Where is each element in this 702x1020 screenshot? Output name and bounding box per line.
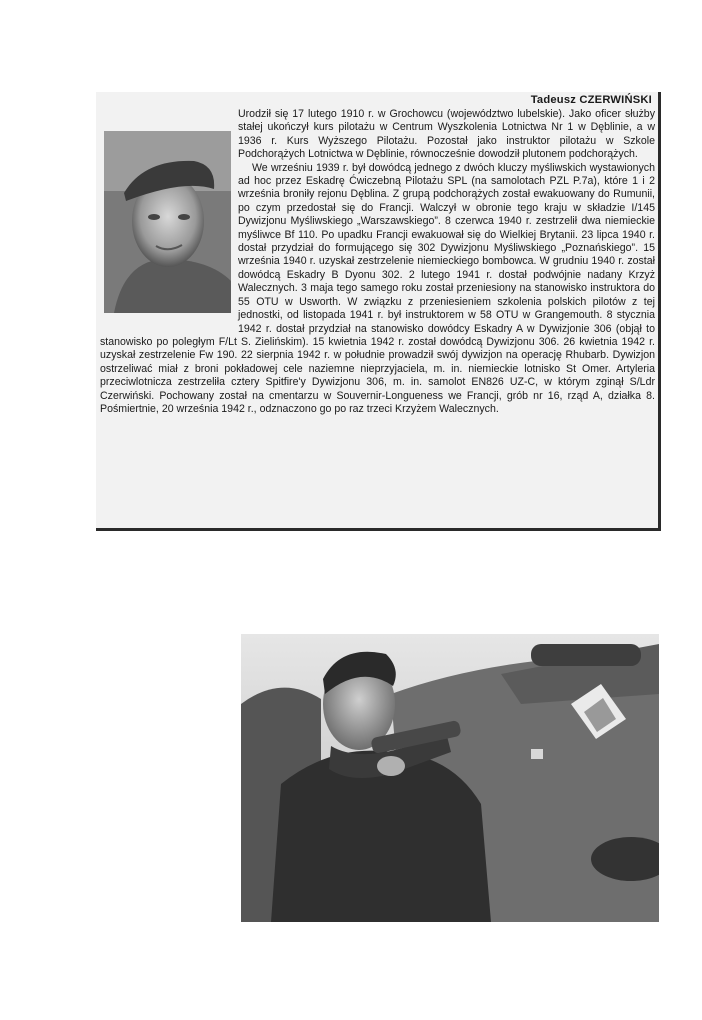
pilot-with-aircraft-photo [241,634,659,922]
bio-text [100,108,655,416]
bio-name-heading: Tadeusz CZERWIŃSKI [530,94,652,106]
bio-paragraph-2: We wrześniu 1939 r. był dowódcą jednego z dwóch kluczy myśliwskich wystawionych ad hoc przez Eskadrę Ćwiczebną Pilotażu SPL (na samolotach PZL P.7a), które 1 i 2 września broniły rejonu Dęblina. Z grupą podchorążych został ewakuowany do Rumunii, po czym przedostał się do Francji. Walczył w obronie tego kraju w składzie I/145 Dywizjonu Myśliwskiego „Warszawskiego”. 8 czerwca 1940 r. zestrzelił dwa niemieckie myśliwce Bf 110. Po upadku Francji ewakuował się do Wielkiej Brytanii. 23 lipca 1940 r. dostał przydział do formującego się 302 Dywizjonu Myśliwskiego „Poznańskiego”. 15 września 1940 r. uzyskał zestrzelenie niemieckiego bombowca. W grudniu 1940 r. został dowódcą Eskadry B Dyonu 302. 2 lutego 1941 r. dostał podwójnie nadany Krzyż Walecznych. 3 maja tego samego roku został przeniesiony na stanowisko instruktora do 55 OTU w Usworth. W związku z przeniesieniem szkolenia polskich pilotów z tej jednostki, od listopada 1941 r. był instruktorem w 58 OTU w Grangemouth. 8 stycznia 1942 r. dostał przydział na stanowisko dowódcy Eskadry A w Dywizjonie 306 (objął to stanowisko po poległym F/Lt S. Zielińskim). 15 kwietnia 1942 r. został dowódcą Dywizjonu 306. 26 kwietnia 1942 r. uzyskał zestrzelenie Fw 190. 22 sierpnia 1942 r. w południe prowadził swój dywizjon na operację Rhubarb. Dywizjon ostrzeliwać miał z broni pokładowej cele naziemne nieprzyjaciela, m. in. niemieckie lotnisko St Omer. Artyleria przeciwlotnicza zestrzeliła cztery Spitfire'y Dywizjonu 306, m. in. samolot EN826 UZ-C, w którym zginął S/Ldr Czerwiński. Pochowany został na cmentarzu w Souvernir-Longueness we Francji, grób nr 16, rząd A, działka 8. Pośmiertnie, 20 września 1942 r., odznaczono go po raz trzeci Krzyżem Walecznych. [100,161,655,415]
bio-paragraph-1: Urodził się 17 lutego 1910 r. w Grochowcu (województwo lubelskie). Jako oficer służby stałej ukończył kurs pilotażu w Centrum Wyszkolenia Lotnictwa Nr 1 w Dęblinie, a w 1936 r. Kurs Wyższego Pilotażu. Pozostał jako instruktor pilotażu w Szkole Podchorążych Lotnictwa w Dęblinie, równocześnie dowodził plutonem podchorążych. [238,108,655,161]
